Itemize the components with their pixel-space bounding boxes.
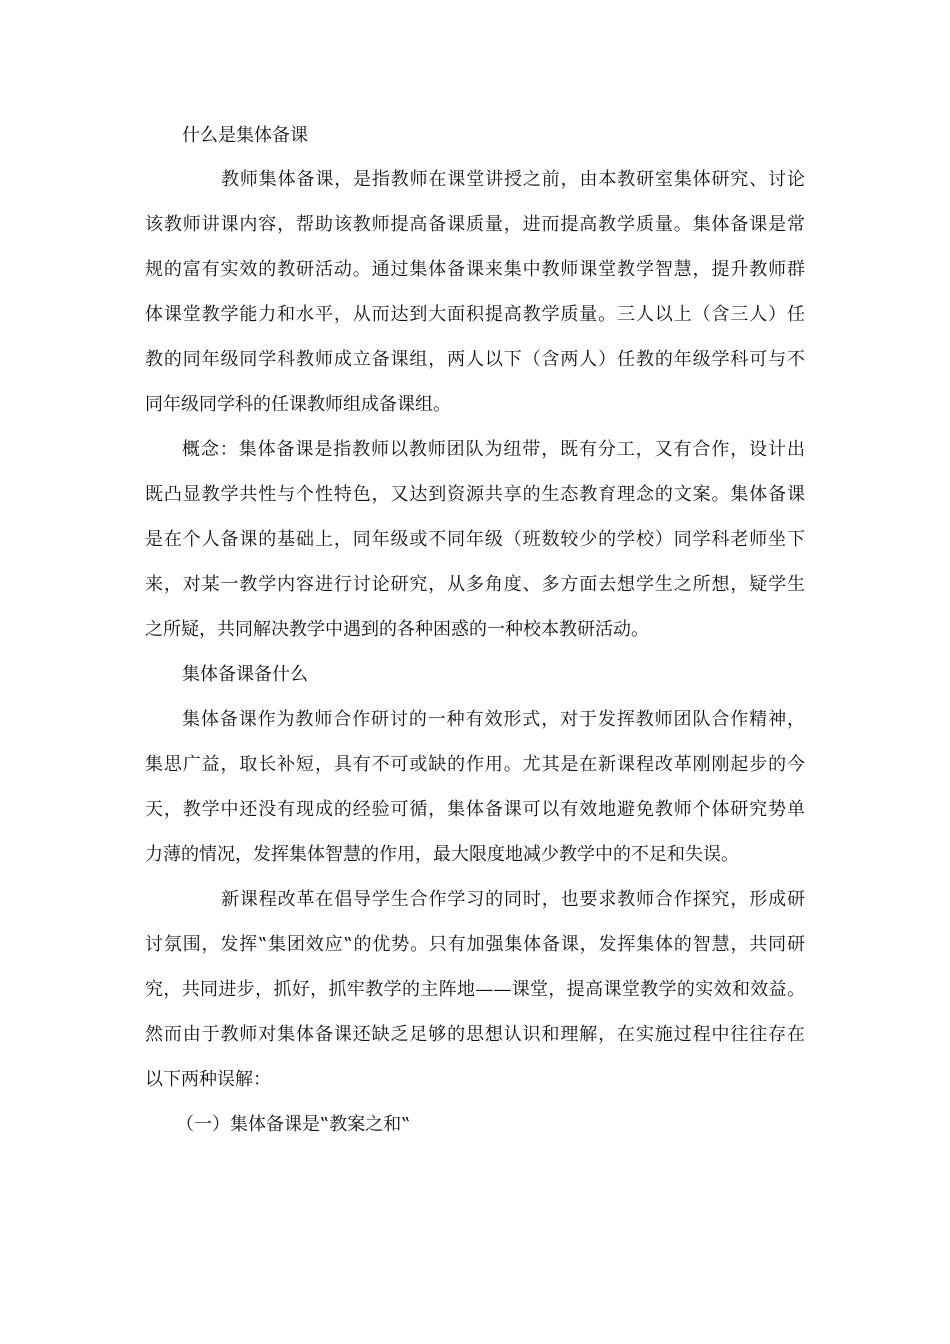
paragraph-line: 体课堂教学能力和水平，从而达到大面积提高教学质量。三人以上（含三人）任 [145,304,805,325]
paragraph-line: 该教师讲课内容，帮助该教师提高备课质量，进而提高教学质量。集体备课是常 [145,214,805,235]
subsection-heading-misconception-1: （一）集体备课是‟教案之和‟ [176,1114,411,1135]
paragraph-line: 究，共同进步，抓好，抓牢教学的主阵地——课堂，提高课堂教学的实效和效益。 [145,979,805,1000]
section-heading-what-to-prepare: 集体备课备什么 [182,664,308,685]
paragraph-line: 集思广益，取长补短，具有不可或缺的作用。尤其是在新课程改革刚刚起步的今 [145,754,805,775]
paragraph-line: 集体备课作为教师合作研讨的一种有效形式，对于发挥教师团队合作精神， [182,709,805,730]
paragraph-line: 既凸显教学共性与个性特色，又达到资源共享的生态教育理念的文案。集体备课 [145,484,805,505]
paragraph-line: 讨氛围，发挥‟集团效应‟的优势。只有加强集体备课，发挥集体的智慧，共同研 [145,934,805,955]
paragraph-line: 天，教学中还没有现成的经验可循，集体备课可以有效地避免教师个体研究势单 [145,799,805,820]
paragraph-line: 力薄的情况，发挥集体智慧的作用，最大限度地减少教学中的不足和失误。 [145,844,739,865]
paragraph-line: 然而由于教师对集体备课还缺乏足够的思想认识和理解，在实施过程中往往存在 [145,1024,805,1045]
paragraph-line: 规的富有实效的教研活动。通过集体备课来集中教师课堂教学智慧，提升教师群 [145,259,805,280]
paragraph-line: 是在个人备课的基础上，同年级或不同年级（班数较少的学校）同学科老师坐下 [145,529,805,550]
paragraph-line: 教师集体备课，是指教师在课堂讲授之前，由本教研室集体研究、讨论 [221,169,805,190]
paragraph-line: 教的同年级同学科教师成立备课组，两人以下（含两人）任教的年级学科可与不 [145,349,805,370]
paragraph-line: 同年级同学科的任课教师组成备课组。 [145,394,451,415]
paragraph-line: 以下两种误解： [145,1069,271,1090]
paragraph-line: 来，对某一教学内容进行讨论研究，从多角度、多方面去想学生之所想，疑学生 [145,574,805,595]
paragraph-line: 之所疑，共同解决教学中遇到的各种困惑的一种校本教研活动。 [145,619,649,640]
paragraph-line: 新课程改革在倡导学生合作学习的同时，也要求教师合作探究，形成研 [221,889,805,910]
paragraph-line: 概念：集体备课是指教师以教师团队为纽带，既有分工，又有合作，设计出 [182,439,805,460]
section-heading-what-is: 什么是集体备课 [182,125,308,146]
